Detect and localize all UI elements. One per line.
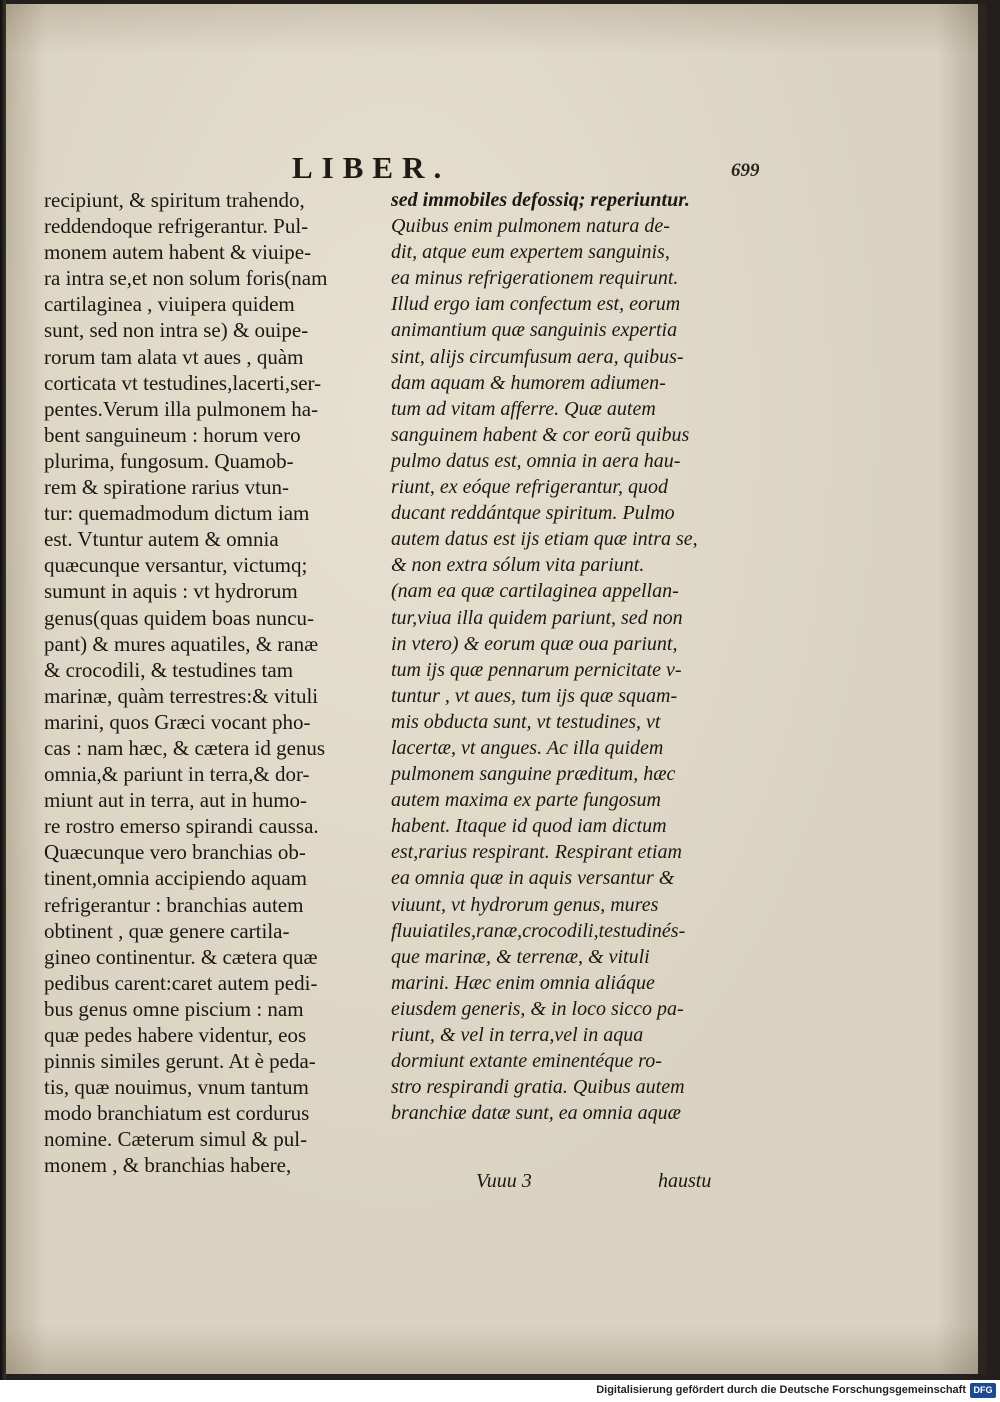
text-line: plurima, fungosum. Quamob- [44,448,294,473]
text-line: monem autem habent & viuipe- [44,240,312,265]
text-line: cartilaginea , viuipera quidem [44,292,295,317]
text-line: obtinent , quæ genere cartila- [44,918,290,943]
text-line: ra intra se,et non solum foris(nam [44,266,328,291]
text-line: reddendoque refrigerantur. Pul- [44,214,309,239]
text-line: autem datus est ijs etiam quæ intra se, [391,528,698,551]
text-line: autem maxima ex parte fungosum [391,789,661,812]
text-line: animantium quæ sanguinis expertia [391,319,678,342]
book-page [6,4,986,1374]
text-line: tur: quemadmodum dictum iam [44,501,310,526]
text-line: Quæcunque vero branchias ob- [44,840,306,865]
text-line: ea omnia quæ in aquis versantur & [391,867,675,890]
text-line: pedibus carent:caret autem pedi- [44,970,318,995]
text-line: pentes.Verum illa pulmonem ha- [44,396,319,421]
text-line: Illud ergo iam confectum est, eorum [391,293,681,316]
text-line: branchiæ datæ sunt, ea omnia aquæ [391,1102,682,1125]
text-line: quæ pedes habere videntur, eos [44,1023,307,1047]
text-line: dormiunt extante eminentéque ro- [391,1050,662,1073]
text-line: fluuiatiles,ranæ,crocodili,testudinés- [391,919,686,942]
right-text-column [391,187,731,1126]
text-line: dit, atque eum expertem sanguinis, [391,241,670,264]
text-line: modo branchiatum est cordurus [44,1101,310,1126]
text-line: refrigerantur : branchias autem [44,892,304,917]
text-line: marini. Hæc enim omnia aliáque [391,971,655,994]
text-line: corticata vt testudines,lacerti,ser- [44,370,322,395]
text-line: in vtero) & eorum quæ oua pariunt, [391,632,678,655]
text-line: tuntur , vt aues, tum ijs quæ squam- [391,684,678,707]
text-line: sunt, sed non intra se) & ouipe- [44,318,309,343]
text-line: omnia,& pariunt in terra,& dor- [44,762,310,787]
text-line: ducant reddántque spiritum. Pulmo [391,502,675,525]
text-line: pant) & mures aquatiles, & ranæ [44,631,319,656]
text-line: marini, quos Græci vocant pho- [44,709,311,734]
text-line: riunt, ex eóque refrigerantur, quod [391,476,669,499]
text-line: est. Vtuntur autem & omnia [44,527,279,552]
text-line: que marinæ, & terrenæ, & vituli [391,945,650,968]
text-line: tis, quæ nouimus, vnum tantum [44,1075,309,1100]
text-line: miunt aut in terra, aut in humo- [44,788,308,813]
signature-mark: Vuuu 3 [476,1170,532,1192]
running-head: LIBER. [292,150,451,185]
text-line: habent. Itaque id quod iam dictum [391,815,667,838]
dfg-logo [970,1383,996,1398]
text-line: bent sanguineum : horum vero [44,422,301,447]
text-line: est,rarius respirant. Respirant etiam [391,841,682,864]
text-line: lacertæ, vt angues. Ac illa quidem [391,736,664,759]
text-line: sumunt in aquis : vt hydrorum [44,579,298,604]
text-line: nomine. Cæterum simul & pul- [44,1127,308,1152]
text-line: pulmo datus est, omnia in aera hau- [391,449,681,472]
footer-bar [0,1380,1000,1402]
text-line: tur,viua illa quidem pariunt, sed non [391,606,683,629]
text-line: viuunt, vt hydrorum genus, mures [391,893,659,916]
text-line: cas : nam hæc, & cætera id genus [44,735,326,760]
text-line: dam aquam & humorem adiumen- [391,371,666,394]
catchword: haustu [658,1170,712,1192]
text-line: & crocodili, & testudines tam [44,657,294,682]
text-line: tum ad vitam afferre. Quæ autem [391,397,656,420]
text-line: Quibus enim pulmonem natura de- [391,215,670,238]
text-line: riunt, & vel in terra,vel in aqua [391,1024,644,1046]
text-line: bus genus omne piscium : nam [44,996,304,1021]
text-line: tinent,omnia accipiendo aquam [44,866,307,891]
text-line: rem & spiratione rarius vtun- [44,475,289,500]
text-line: monem , & branchias habere, [44,1153,292,1178]
text-line: quæcunque versantur, victumq; [44,553,308,578]
text-line: genus(quas quidem boas nuncu- [44,605,315,630]
text-line: mis obducta sunt, vt testudines, vt [391,710,661,733]
text-line: recipiunt, & spiritum trahendo, [44,188,305,212]
dfg-logo-text: DFG [973,1385,993,1395]
text-line: (nam ea quæ cartilaginea appellan- [391,580,679,603]
text-line: gineo continentur. & cætera quæ [44,944,318,969]
text-line: sed immobiles defossiq; reperiuntur. [391,189,690,211]
text-line: eiusdem generis, & in loco sicco pa- [391,997,684,1020]
page-number: 699 [731,160,760,181]
text-line: tum ijs quæ pennarum pernicitate v- [391,658,682,681]
text-line: ea minus refrigerationem requirunt. [391,267,679,290]
text-line: stro respirandi gratia. Quibus autem [391,1076,685,1099]
text-line: sint, alijs circumfusum aera, quibus- [391,345,684,368]
text-line: marinæ, quàm terrestres:& vituli [44,683,319,708]
text-line: & non extra sólum vita pariunt. [391,554,645,577]
text-line: sanguinem habent & cor eorũ quibus [391,423,690,446]
text-line: pinnis similes gerunt. At è peda- [44,1049,316,1074]
text-line: rorum tam alata vt aues , quàm [44,344,304,369]
funding-notice: Digitalisierung gefördert durch die Deutsche Forschungsgemeinschaft [596,1384,966,1396]
left-text-column [44,187,384,1179]
text-line: re rostro emerso spirandi caussa. [44,814,319,839]
text-line: pulmonem sanguine præditum, hæc [391,763,676,786]
